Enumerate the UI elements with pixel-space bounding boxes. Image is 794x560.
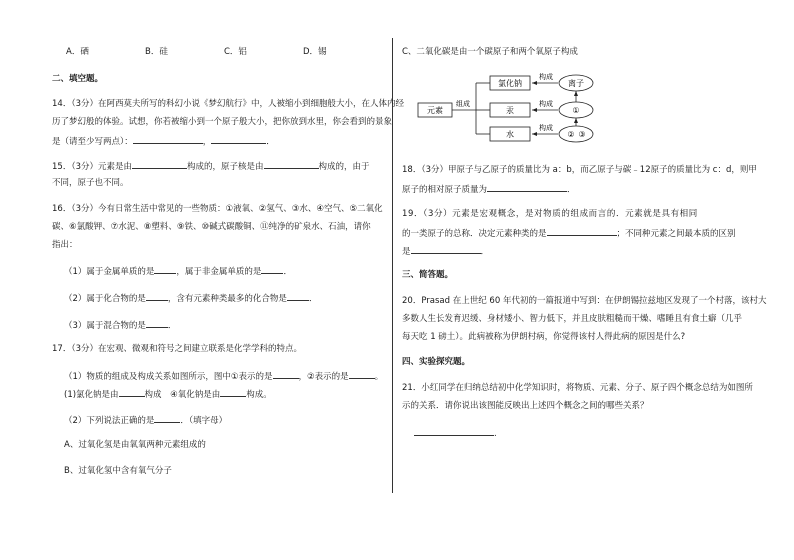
q18-period: ． (567, 185, 576, 195)
q17-part1-line1 (64, 370, 383, 383)
q19-period: ． (480, 247, 490, 257)
q17-blank-3[interactable] (119, 388, 145, 397)
q17-blank-2[interactable] (349, 370, 375, 379)
q19-line1: 19．（3分）元素是宏观概念，是对物质的组成而言的．元素就是具有相同 (402, 209, 698, 219)
water-label: 水 (506, 130, 514, 139)
q16-part2-text-b: ，含有元素种类最多的化合物是 (167, 294, 287, 304)
q21-answer-line (414, 427, 497, 440)
q17-blank-1[interactable] (273, 370, 299, 379)
make-label-3: 构成 (539, 124, 553, 132)
arrow-3-head (532, 132, 537, 136)
q17-line1: 17．（3分）在宏观、微观和符号之间建立联系是化学学科的特点。 (52, 344, 302, 354)
q17-option-a: A、过氧化氢是由氧氧两种元素组成的 (64, 440, 206, 450)
q17-part1-line2-d: 构成。 (246, 390, 272, 400)
q18-prompt: 原子的相对原子质量为 (402, 185, 488, 195)
q17-option-b: B、过氧化氢中含有氧气分子 (64, 466, 172, 476)
q16-dot-2: ． (308, 294, 318, 304)
q17-part1-line2-b: 构成 (144, 390, 162, 400)
q20-line1: 20．Prasad 在上世纪 60 年代初的一篇报道中写到：在伊朗锡拉兹地区发现了一个村落，该村大 (402, 296, 767, 306)
q17-blank-4[interactable] (220, 388, 246, 397)
q13-option-b: B．硅 (145, 47, 168, 57)
q15-text-b: 构成的，原子核是由 (186, 162, 264, 172)
q15-line2: 不同，原子也不同。 (52, 178, 129, 188)
q20-line3: 每天吃 1 磅土）。此病被称为伊朗村病，你觉得该村人得此病的原因是什么? (402, 332, 686, 342)
q16-part2 (64, 292, 317, 305)
q15-line1 (52, 160, 370, 173)
link-ion-c1-head (574, 91, 578, 96)
section-3-title: 三、简答题。 (402, 270, 454, 280)
q16-blank-3[interactable] (146, 292, 168, 301)
ion-label: 离子 (568, 79, 584, 88)
section-4-title: 四、实验探究题。 (402, 357, 471, 367)
q16-part1-text-b: ，属于非金属单质的是 (176, 267, 262, 277)
q16-dot-3: ． (167, 321, 177, 331)
q16-part3 (64, 319, 176, 332)
q15-text-a: 15．（3分）元素是由 (52, 162, 132, 172)
q19-line2 (402, 227, 736, 240)
q19-text-b: ；不同种元素之间最本质的区别 (616, 229, 736, 239)
q13-option-a: A．硒 (66, 47, 89, 57)
q20-line2: 多数人生长发育迟缓、身材矮小、智力低下，并且皮肤粗糙而干燥、嗜睡且有食土癖（几乎 (402, 314, 743, 324)
nacl-label: 氯化钠 (498, 79, 522, 88)
q15-blank-2[interactable] (264, 160, 319, 169)
circle-2-label: ② (567, 130, 575, 139)
q16-part3-text-a: （3）属于混合物的是 (64, 321, 146, 331)
mercury-label: 汞 (506, 106, 514, 115)
q14-line3 (52, 135, 275, 148)
q14-prompt: 是（请至少写两点）： (52, 137, 133, 147)
q17-blank-5[interactable] (154, 414, 180, 423)
q14-line1: 14．（3分）在阿西莫夫所写的科幻小说《梦幻航行》中，人被缩小到细胞般大小，在人体内经 (52, 99, 404, 109)
make-label-2: 构成 (539, 100, 553, 108)
q17-part1-line2-a: (1)氯化钠是由 (64, 390, 119, 400)
q17-part2-text-b: ．（填字母） (180, 416, 228, 426)
q16-blank-5[interactable] (146, 319, 168, 328)
q18-line1: 18．（3分）甲原子与乙原子的质量比为 a：b，而乙原子与碳﹣12原子的质量比为 c：d，则甲 (402, 165, 757, 175)
q16-blank-2[interactable] (261, 265, 283, 274)
circle-2-ellipse (559, 126, 593, 142)
q14-answer-blank-2[interactable] (211, 135, 266, 144)
q19-text-a: 的一类原子的总称．决定元素种类的是 (402, 229, 547, 239)
q19-blank-2[interactable] (411, 245, 481, 254)
q19-text-c: 是 (402, 247, 411, 257)
q18-line2 (402, 183, 576, 196)
arrow-1-head (532, 81, 537, 85)
q17-part1-text-b: ，②表示的是 (298, 372, 349, 382)
compose-label: 组成 (456, 100, 470, 108)
q13-option-d: D．锡 (303, 47, 327, 57)
q16-part1 (64, 265, 292, 278)
q17-part1-line2 (64, 388, 272, 401)
matter-structure-diagram (416, 68, 606, 148)
q15-blank-1[interactable] (132, 160, 187, 169)
q19-line3 (402, 245, 489, 258)
section-2-title: 二、填空题。 (52, 74, 104, 84)
q16-blank-4[interactable] (287, 292, 309, 301)
q21-line1: 21．小红同学在归纳总结初中化学知识时，将物质、元素、分子、原子四个概念总结为如图所 (402, 383, 753, 393)
q13-option-c: C．铝 (224, 47, 247, 57)
q16-line3: 指出： (52, 240, 78, 250)
q15-text-c: 构成的，由于 (318, 162, 370, 172)
q21-answer-blank[interactable] (414, 427, 494, 436)
q14-line2: 历了梦幻般的体验。试想，你若被缩小到一个原子般大小，把你放到水里，你会看到的景象 (52, 117, 393, 127)
q17-part1-text-a: （1）物质的组成及构成关系如图所示，图中①表示的是 (64, 372, 273, 382)
q21-period: . (494, 429, 497, 439)
link-c1-c2-head (574, 118, 578, 123)
q17-option-c: C、二氧化碳是由一个碳原子和两个氧原子构成 (402, 47, 578, 57)
q16-line1: 16．（3分）今有日常生活中常见的一些物质：①液氧、②氢气、③水、④空气、⑤二氧化 (52, 204, 383, 214)
q17-part2 (64, 414, 227, 427)
q16-dot-1: ． (283, 267, 292, 277)
q19-blank-1[interactable] (547, 227, 617, 236)
q21-line2: 示的关系．请你说出该图能反映出上述四个概念之间的哪些关系？ (402, 401, 649, 411)
circle-3-label: ③ (578, 130, 586, 139)
q16-blank-1[interactable] (154, 265, 176, 274)
q16-line2: 碳、⑥氯酸钾、⑦水泥、⑧塑料、⑨铁、⑩碱式碳酸铜、⑪纯净的矿泉水、石油，请你 (52, 222, 371, 232)
q14-answer-blank-1[interactable] (133, 135, 203, 144)
arrow-2-head (532, 108, 537, 112)
element-label: 元素 (427, 106, 443, 115)
q14-period: ． (266, 137, 275, 147)
q17-part1-line2-c: ④氧化钠是由 (170, 390, 221, 400)
make-label-1: 构成 (539, 73, 553, 81)
q17-part1-text-c: 。 (374, 372, 384, 382)
q18-answer-blank[interactable] (487, 183, 567, 192)
circle-1-label: ① (572, 106, 580, 115)
q16-part2-text-a: （2）属于化合物的是 (64, 294, 146, 304)
q16-part1-text-a: （1）属于金属单质的是 (64, 267, 155, 277)
q17-part2-text-a: （2）下列说法正确的是 (64, 416, 155, 426)
q14-separator: ， (202, 137, 212, 147)
